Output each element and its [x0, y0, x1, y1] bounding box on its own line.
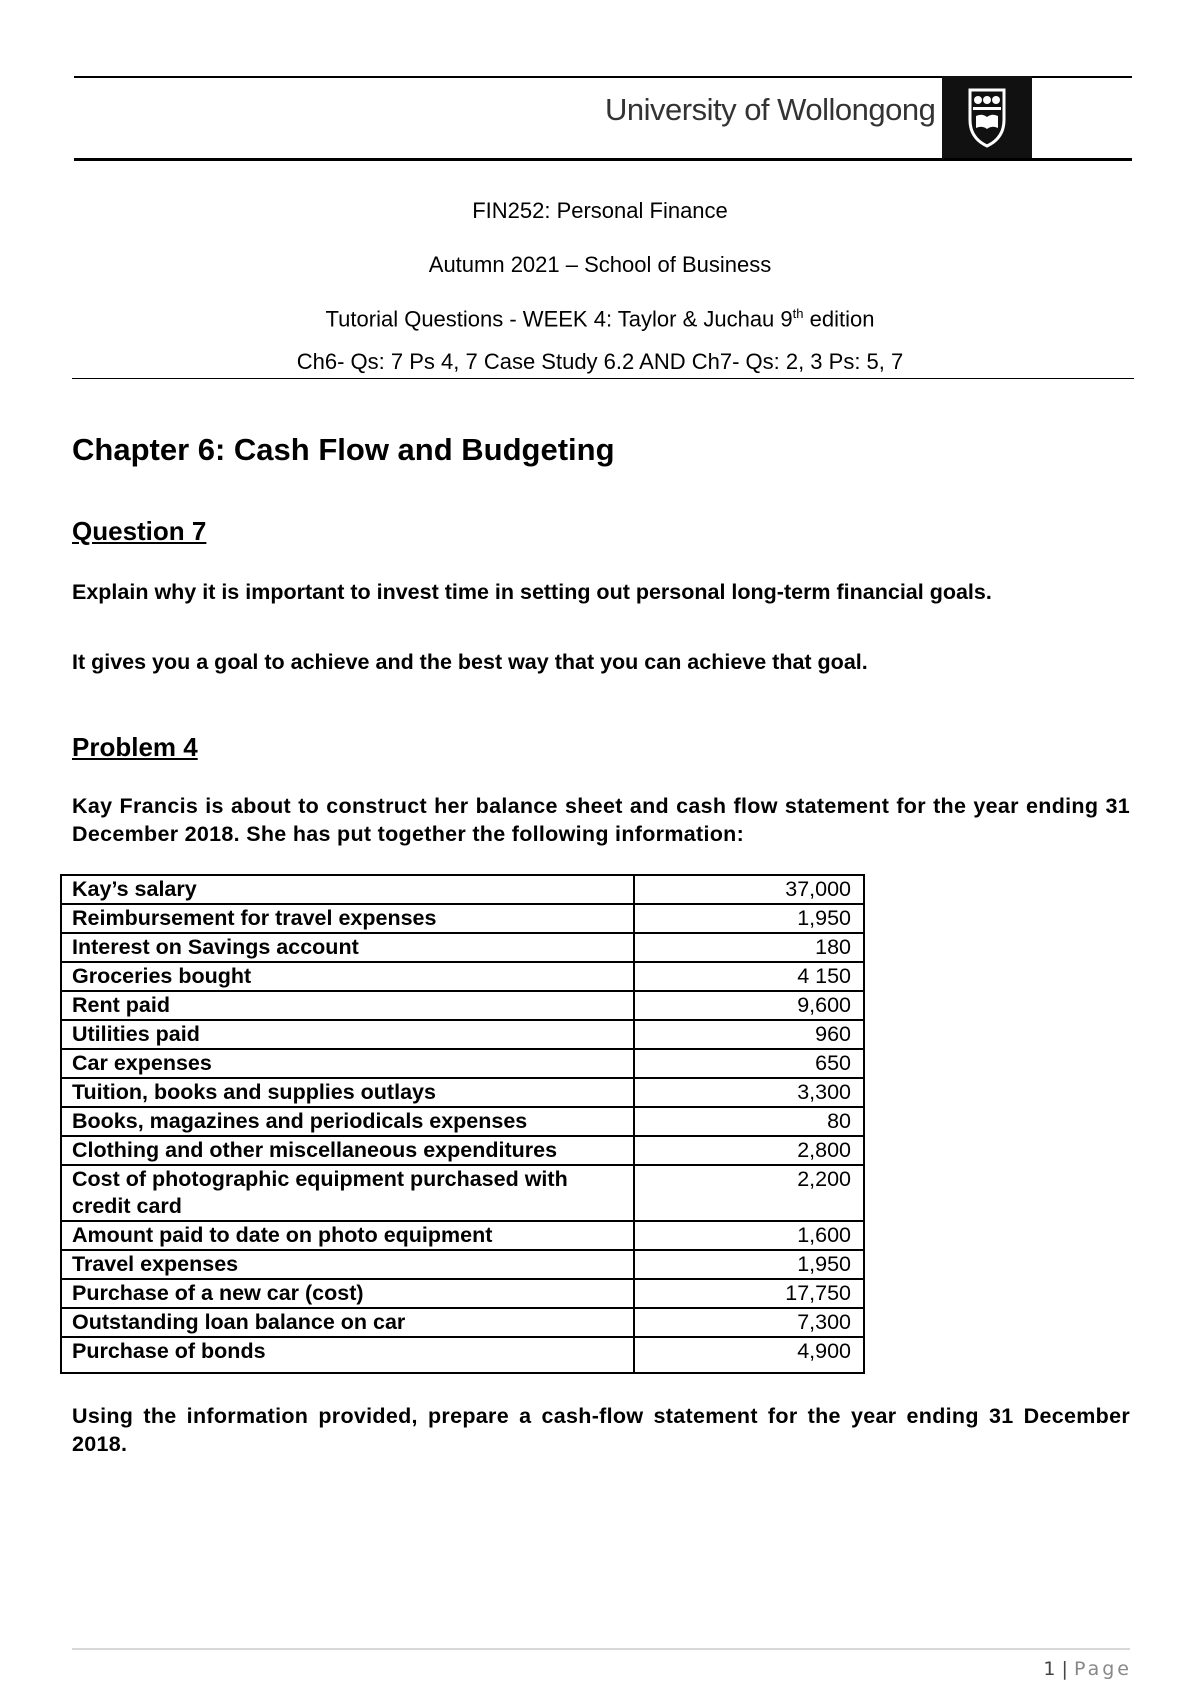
table-row [61, 1221, 864, 1250]
row-value: 650 [634, 1049, 864, 1078]
course-title: FIN252: Personal Finance [472, 198, 728, 223]
financial-data-table [60, 874, 865, 1374]
problem-4-intro: Kay Francis is about to construct her balance sheet and cash flow statement for the year ending 31 December 2018. She has put together the following information: [72, 794, 1130, 846]
table-row [61, 1107, 864, 1136]
row-value: 80 [634, 1107, 864, 1136]
row-value: 7,300 [634, 1308, 864, 1337]
edition-superscript: th [792, 306, 804, 321]
row-label: Groceries bought [61, 962, 634, 991]
row-label: Tuition, books and supplies outlays [61, 1078, 634, 1107]
scope-rule [72, 378, 1134, 379]
table-row [61, 933, 864, 962]
row-value: 180 [634, 933, 864, 962]
row-label: Cost of photographic equipment purchased with credit card [61, 1165, 634, 1221]
row-value: 960 [634, 1020, 864, 1049]
row-label: Clothing and other miscellaneous expenditures [61, 1136, 634, 1165]
row-label: Interest on Savings account [61, 933, 634, 962]
tutorial-line [0, 306, 1200, 332]
page-footer [1043, 1658, 1132, 1680]
table-row [61, 904, 864, 933]
question-7-heading: Question 7 [72, 516, 207, 546]
row-label: Rent paid [61, 991, 634, 1020]
financial-data-table-body [61, 875, 864, 1373]
row-value: 4 150 [634, 962, 864, 991]
row-label: Outstanding loan balance on car [61, 1308, 634, 1337]
question-7-answer: It gives you a goal to achieve and the best way that you can achieve that goal. [72, 650, 868, 674]
table-row [61, 1337, 864, 1373]
page-word: Page [1074, 1658, 1132, 1680]
row-label: Purchase of bonds [61, 1337, 634, 1373]
table-row [61, 991, 864, 1020]
question-7-prompt: Explain why it is important to invest time in setting out personal long-term financial goals. [72, 580, 992, 604]
table-row [61, 1165, 864, 1221]
row-value: 2,800 [634, 1136, 864, 1165]
row-value: 17,750 [634, 1279, 864, 1308]
row-label: Kay’s salary [61, 875, 634, 904]
table-row [61, 1279, 864, 1308]
tutorial-prefix: Tutorial Questions - WEEK 4: Taylor & Juchau 9 [325, 306, 793, 332]
row-value: 1,950 [634, 1250, 864, 1279]
tutorial-scope: Ch6- Qs: 7 Ps 4, 7 Case Study 6.2 AND Ch7- Qs: 2, 3 Ps: 5, 7 [296, 349, 904, 374]
row-value: 2,200 [634, 1165, 864, 1221]
row-label: Amount paid to date on photo equipment [61, 1221, 634, 1250]
table-row [61, 1308, 864, 1337]
page-number: 1 [1043, 1658, 1056, 1680]
row-label: Car expenses [61, 1049, 634, 1078]
row-label: Purchase of a new car (cost) [61, 1279, 634, 1308]
crest-icon [942, 76, 1032, 158]
table-row [61, 1049, 864, 1078]
table-row [61, 962, 864, 991]
row-value: 1,600 [634, 1221, 864, 1250]
course-session: Autumn 2021 – School of Business [428, 252, 772, 277]
table-row [61, 1020, 864, 1049]
row-value: 37,000 [634, 875, 864, 904]
university-name: University of Wollongong [605, 92, 936, 127]
row-label: Travel expenses [61, 1250, 634, 1279]
header-bottom-rule [74, 158, 1132, 161]
footer-rule [72, 1648, 1130, 1650]
university-crest-logo [942, 76, 1032, 158]
chapter-title: Chapter 6: Cash Flow and Budgeting [72, 432, 615, 467]
row-value: 3,300 [634, 1078, 864, 1107]
row-label: Reimbursement for travel expenses [61, 904, 634, 933]
row-value: 9,600 [634, 991, 864, 1020]
problem-4-heading: Problem 4 [72, 732, 198, 762]
footer-separator: | [1061, 1658, 1068, 1680]
table-row [61, 1250, 864, 1279]
row-label: Utilities paid [61, 1020, 634, 1049]
row-label: Books, magazines and periodicals expenses [61, 1107, 634, 1136]
table-row [61, 875, 864, 904]
row-value: 1,950 [634, 904, 864, 933]
table-row [61, 1078, 864, 1107]
problem-4-instruction: Using the information provided, prepare a cash-flow statement for the year ending 31 December 2018. [72, 1404, 1130, 1456]
row-value: 4,900 [634, 1337, 864, 1373]
table-row [61, 1136, 864, 1165]
tutorial-suffix: edition [803, 306, 875, 332]
